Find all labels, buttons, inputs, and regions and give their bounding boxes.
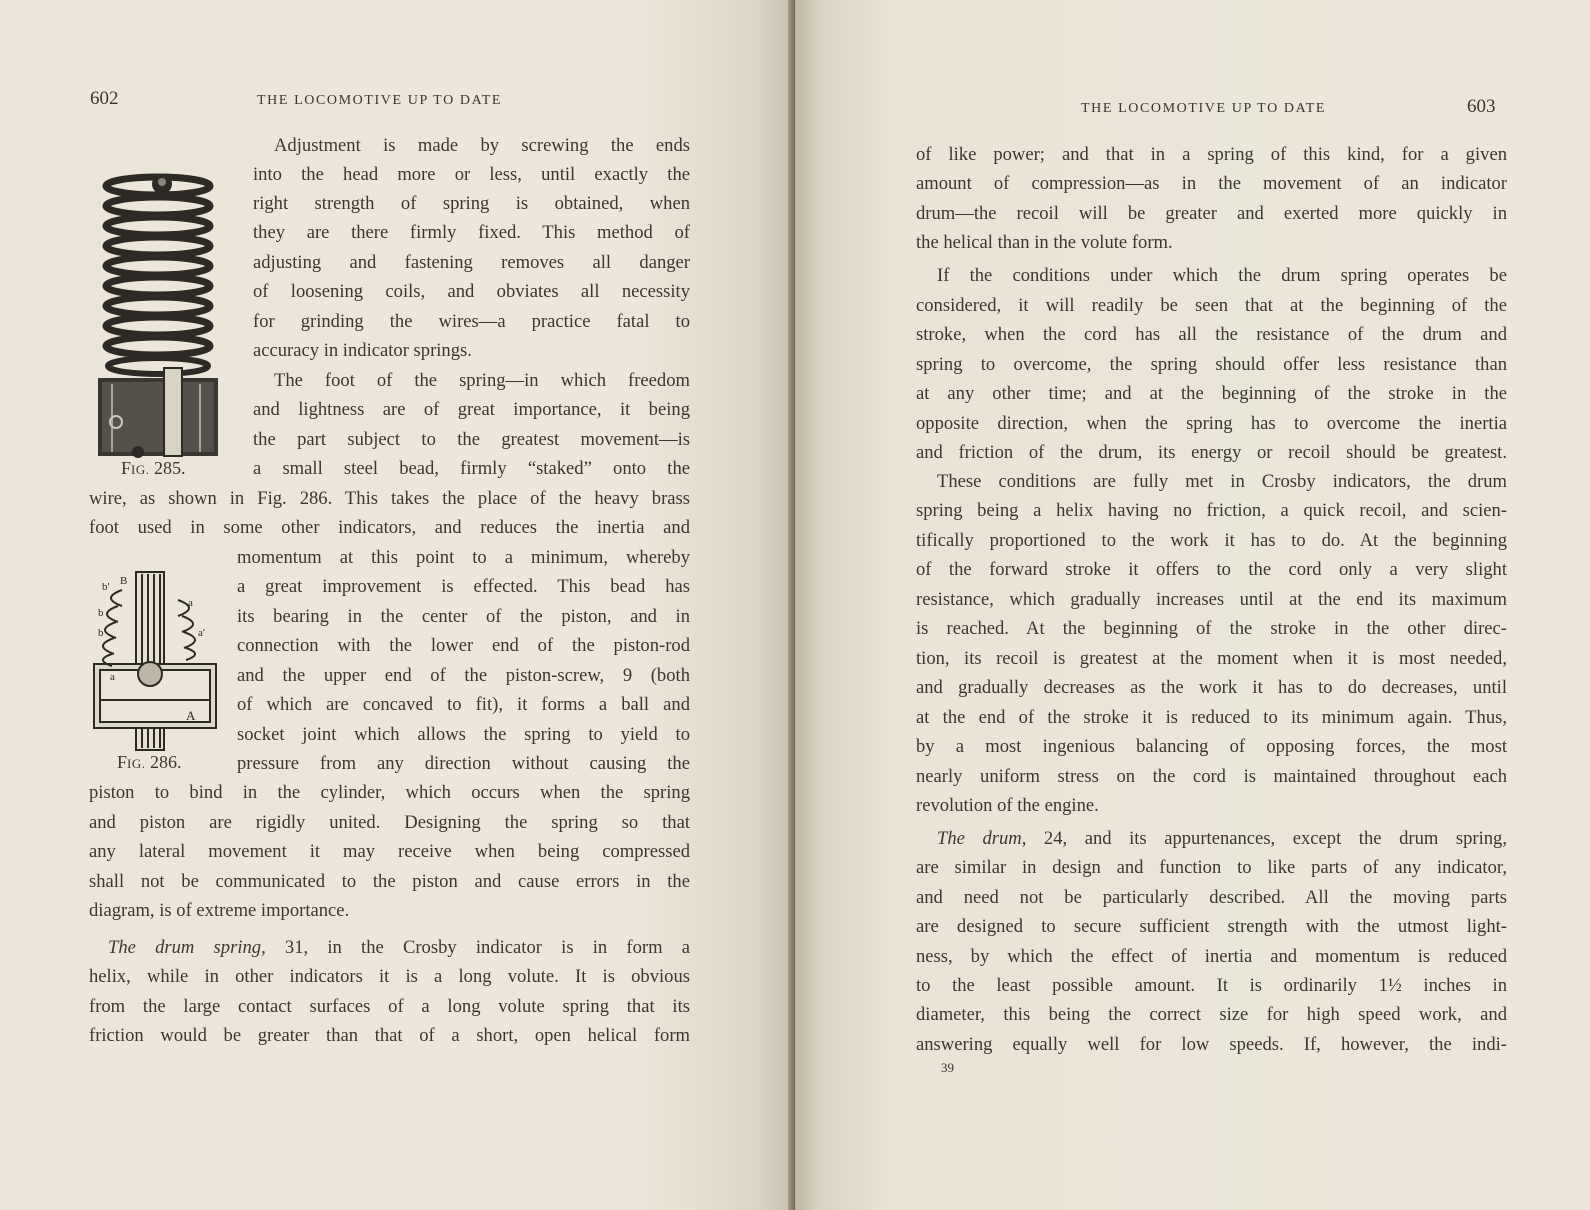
left-line-28-text: 31, in the Crosby indicator is in form a	[265, 937, 691, 958]
right-line-24	[937, 824, 1507, 854]
right-line-27: are designed to secure sufficient strength with the utmost light-	[916, 916, 1507, 937]
fig-286-label-b-prime: b'	[102, 581, 110, 593]
left-line-6: of loosening coils, and obviates all necessity	[253, 281, 690, 302]
right-line-13: spring being a helix having no friction, a quick recoil, and scien-	[916, 500, 1507, 521]
right-line-22: nearly uniform stress on the cord is maintained throughout each	[916, 766, 1507, 787]
fig-286-piston-illustration	[92, 570, 222, 760]
right-line-26: and need not be particularly described. All the moving parts	[916, 887, 1507, 908]
left-line-9: The foot of the spring—in which freedom	[274, 370, 690, 391]
fig-286-label-A: A	[186, 708, 196, 723]
right-line-20: at the end of the stroke it is reduced to its minimum again. Thus,	[916, 707, 1507, 728]
fig-286-label-b2: b	[98, 627, 104, 639]
fig-286-label-a-prime: a'	[198, 627, 205, 639]
fig-285-caption	[121, 458, 185, 479]
right-page	[795, 0, 1590, 1210]
right-line-12: These conditions are fully met in Crosby indicators, the drum	[937, 471, 1507, 492]
left-line-17: its bearing in the center of the piston, and in	[237, 606, 690, 627]
fig-285-caption-prefix: F	[121, 458, 132, 478]
left-line-8: accuracy in indicator springs.	[253, 340, 472, 361]
fig-286-label-a-left: a	[110, 671, 115, 683]
drum-italic: The drum,	[937, 828, 1027, 849]
signature-mark: 39	[941, 1060, 954, 1075]
left-line-20: of which are concaved to fit), it forms a ball and	[237, 694, 690, 715]
left-line-22: pressure from any direction without causing the	[237, 753, 690, 774]
right-line-16: resistance, which gradually increases until at the end its maximum	[916, 589, 1507, 610]
right-line-24-text: 24, and its appurtenances, except the drum spring,	[1026, 828, 1508, 849]
left-line-29: helix, while in other indicators it is a long volute. It is obvious	[89, 966, 690, 987]
right-line-15: of the forward stroke it offers to the cord only a very slight	[916, 559, 1507, 580]
right-line-6: considered, it will readily be seen that at the beginning of the	[916, 295, 1507, 316]
fig-285-caption-number: 285.	[149, 458, 186, 478]
right-line-14: tifically proportioned to the work it has to do. At the beginning	[916, 530, 1507, 551]
drum-spring-italic: The drum spring,	[108, 937, 266, 958]
fig-286-label-b: b	[98, 607, 104, 619]
left-line-19: and the upper end of the piston-screw, 9 (both	[237, 665, 690, 686]
right-line-18: tion, its recoil is greatest at the moment when it is most needed,	[916, 648, 1507, 669]
right-line-11: and friction of the drum, its energy or recoil should be greatest.	[916, 442, 1507, 463]
right-line-21: by a most ingenious balancing of opposing forces, the most	[916, 736, 1507, 757]
fig-286-caption-number: 286.	[145, 752, 182, 772]
left-line-30: from the large contact surfaces of a long volute spring that its	[89, 996, 690, 1017]
left-line-11: the part subject to the greatest movement—is	[253, 429, 690, 450]
right-line-19: and gradually decreases as the work it has to do decreases, until	[916, 677, 1507, 698]
right-line-31: answering equally well for low speeds. If, however, the indi-	[916, 1034, 1507, 1055]
left-line-12: a small steel bead, firmly “staked” onto the	[253, 458, 690, 479]
left-line-21: socket joint which allows the spring to yield to	[237, 724, 690, 745]
left-line-3: right strength of spring is obtained, when	[253, 193, 690, 214]
left-line-1: Adjustment is made by screwing the ends	[274, 135, 690, 156]
left-line-28	[108, 933, 690, 963]
right-line-8: spring to overcome, the spring should offer less resistance than	[916, 354, 1507, 375]
right-line-1: of like power; and that in a spring of this kind, for a given	[916, 144, 1507, 165]
right-running-head: THE LOCOMOTIVE UP TO DATE	[1081, 101, 1327, 116]
left-page-number: 602	[90, 88, 119, 109]
left-line-18: connection with the lower end of the piston-rod	[237, 635, 690, 656]
right-line-4: the helical than in the volute form.	[916, 232, 1173, 253]
left-line-23: piston to bind in the cylinder, which occurs when the spring	[89, 782, 690, 803]
fig-285-spring-illustration	[92, 168, 224, 460]
left-line-16: a great improvement is effected. This bead has	[237, 576, 690, 597]
right-page-number: 603	[1467, 96, 1496, 117]
left-line-26: shall not be communicated to the piston and cause errors in the	[89, 871, 690, 892]
right-line-29: to the least possible amount. It is ordinarily 1½ inches in	[916, 975, 1507, 996]
left-line-13: wire, as shown in Fig. 286. This takes the place of the heavy brass	[89, 488, 690, 509]
left-line-5: adjusting and fastening removes all danger	[253, 252, 690, 273]
fig-286-label-a-right: a	[188, 597, 193, 609]
right-line-30: diameter, this being the correct size for high speed work, and	[916, 1004, 1507, 1025]
right-line-3: drum—the recoil will be greater and exerted more quickly in	[916, 203, 1507, 224]
right-line-23: revolution of the engine.	[916, 795, 1099, 816]
fig-286-label-B: B	[120, 575, 128, 587]
right-line-7: stroke, when the cord has all the resistance of the drum and	[916, 324, 1507, 345]
left-line-2: into the head more or less, until exactly the	[253, 164, 690, 185]
right-line-10: opposite direction, when the spring has to overcome the inertia	[916, 413, 1507, 434]
left-running-head: THE LOCOMOTIVE UP TO DATE	[257, 93, 503, 108]
right-line-2: amount of compression—as in the movement of an indicator	[916, 173, 1507, 194]
left-line-14: foot used in some other indicators, and reduces the inertia and	[89, 517, 690, 538]
left-line-31: friction would be greater than that of a short, open helical form	[89, 1025, 690, 1046]
left-line-15: momentum at this point to a minimum, whereby	[237, 547, 690, 568]
left-line-27: diagram, is of extreme importance.	[89, 900, 350, 921]
right-line-9: at any other time; and at the beginning of the stroke in the	[916, 383, 1507, 404]
left-line-10: and lightness are of great importance, it being	[253, 399, 690, 420]
left-line-24: and piston are rigidly united. Designing the spring so that	[89, 812, 690, 833]
left-line-7: for grinding the wires—a practice fatal to	[253, 311, 690, 332]
right-line-17: is reached. At the beginning of the stroke in the other direc-	[916, 618, 1507, 639]
right-line-5: If the conditions under which the drum spring operates be	[937, 265, 1507, 286]
fig-286-caption-prefix: F	[117, 752, 128, 772]
fig-285-caption-smallcaps: IG.	[131, 462, 150, 477]
right-line-28: ness, by which the effect of inertia and momentum is reduced	[916, 946, 1507, 967]
fig-286-caption	[117, 752, 181, 773]
fig-286-caption-smallcaps: IG.	[127, 756, 146, 771]
left-line-4: they are there firmly fixed. This method of	[253, 222, 690, 243]
right-line-25: are similar in design and function to like parts of any indicator,	[916, 857, 1507, 878]
left-line-25: any lateral movement it may receive when being compressed	[89, 841, 690, 862]
